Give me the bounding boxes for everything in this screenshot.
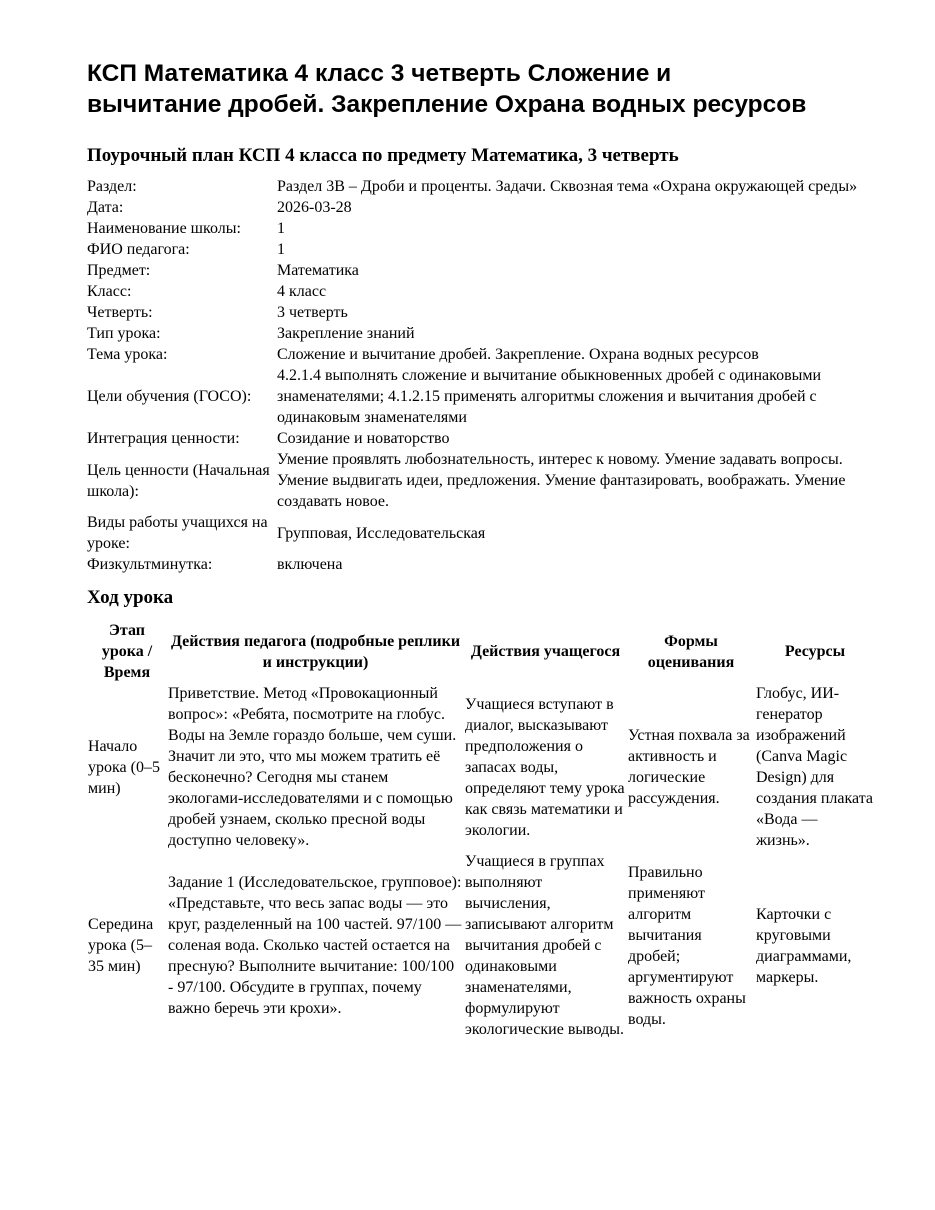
lesson-flow-table xyxy=(87,620,875,1040)
info-label: Раздел: xyxy=(87,178,137,195)
cell-student-actions: Учащиеся в группах выполняют вычисления, записывают алгоритм вычитания дробей с одинаковыми знаменателями, формулируют экологические выводы. xyxy=(465,853,624,1038)
info-value: Умение проявлять любознательность, интерес к новому. Умение задавать вопросы. Умение выдвигать идеи, предложения. Умение фантазировать, воображать. Умение создавать новое. xyxy=(277,451,846,510)
info-value: 2026-03-28 xyxy=(277,199,352,216)
cell-assessment: Устная похвала за активность и логические рассуждения. xyxy=(628,727,750,807)
column-header-stage: Этап урока / Время xyxy=(101,622,153,681)
info-label: Цель ценности (Начальная школа): xyxy=(87,461,270,500)
info-label: Тип урока: xyxy=(87,325,161,342)
info-label: Тема урока: xyxy=(87,346,168,363)
info-label: Дата: xyxy=(87,199,124,216)
info-row-grade xyxy=(87,281,887,302)
info-label: Физкультминутка: xyxy=(87,556,213,573)
info-row-topic xyxy=(87,344,887,365)
info-row-goals xyxy=(87,365,887,428)
column-header-teacher-actions: Действия педагога (подробные реплики и инструкции) xyxy=(170,632,461,671)
cell-resources: Карточки с круговыми диаграммами, маркеры. xyxy=(756,905,852,986)
document-page xyxy=(87,58,887,1040)
info-value: Закрепление знаний xyxy=(277,325,415,342)
info-value: 3 четверть xyxy=(277,304,348,321)
cell-stage: Середина урока (5–35 мин) xyxy=(88,916,154,975)
info-label: ФИО педагога: xyxy=(87,241,190,258)
cell-teacher-actions: Задание 1 (Исследовательское, групповое): «Представьте, что весь запас воды — это круг, разделенный на 100 частей. 97/100 — соленая вода. Сколько частей остается на пресную? Выполните вычитание: 100/100 - 97/100. Обсудите в группах, почему важно беречь эти крохи». xyxy=(168,874,462,1017)
info-row-work-types xyxy=(87,512,887,554)
info-value: Созидание и новаторство xyxy=(277,430,450,447)
cell-student-actions: Учащиеся вступают в диалог, высказывают предположения о запасах воды, определяют тему урока как связь математики и экологии. xyxy=(465,695,625,839)
info-row-section xyxy=(87,176,887,197)
info-value: 1 xyxy=(277,241,285,258)
lesson-info-table xyxy=(87,176,887,575)
info-value: Математика xyxy=(277,262,359,279)
info-row-teacher xyxy=(87,239,887,260)
info-row-date xyxy=(87,197,887,218)
cell-assessment: Правильно применяют алгоритм вычитания дробей; аргументируют важность охраны воды. xyxy=(628,863,746,1028)
info-label: Интеграция ценности: xyxy=(87,430,240,447)
plan-subtitle: Поурочный план КСП 4 класса по предмету Математика, 3 четверть xyxy=(87,145,679,166)
info-label: Класс: xyxy=(87,283,132,300)
cell-resources: Глобус, ИИ-генератор изображений (Canva Magic Design) для создания плаката «Вода — жизнь». xyxy=(756,685,874,849)
info-row-subject xyxy=(87,260,887,281)
info-value: Групповая, Исследовательская xyxy=(277,524,486,542)
info-row-quarter xyxy=(87,302,887,323)
info-label: Предмет: xyxy=(87,262,151,279)
column-header-assessment: Формы оценивания xyxy=(647,632,735,671)
info-label: Четверть: xyxy=(87,304,153,321)
cell-stage: Начало урока (0–5 мин) xyxy=(88,737,160,797)
info-row-school xyxy=(87,218,887,239)
info-row-value-integration xyxy=(87,428,887,449)
info-value: 1 xyxy=(277,220,285,237)
info-row-value-goal xyxy=(87,449,887,512)
table-row xyxy=(87,851,875,1040)
cell-teacher-actions: Приветствие. Метод «Провокационный вопрос»: «Ребята, посмотрите на глобус. Воды на Земле гораздо больше, чем суши. Значит ли это, что мы можем тратить её бесконечно? Сегодня мы станем экологами-исследователями и с помощью дробей узнаем, сколько пресной воды доступно человеку». xyxy=(168,685,457,849)
info-value: Сложение и вычитание дробей. Закрепление. Охрана водных ресурсов xyxy=(277,346,759,363)
info-label: Цели обучения (ГОСО): xyxy=(87,388,252,405)
info-value: включена xyxy=(277,556,343,573)
document-title: КСП Математика 4 класс 3 четверть Сложение и вычитание дробей. Закрепление Охрана водных ресурсов xyxy=(87,60,807,118)
column-header-resources: Ресурсы xyxy=(784,643,846,660)
lesson-flow-heading: Ход урока xyxy=(87,587,174,608)
info-row-physical-break xyxy=(87,554,887,575)
info-value: Раздел 3В – Дроби и проценты. Задачи. Сквозная тема «Охрана окружающей среды» xyxy=(277,178,858,195)
info-value: 4.2.1.4 выполнять сложение и вычитание обыкновенных дробей с одинаковыми знаменателями; 4.1.2.15 применять алгоритмы сложения и вычитания дробей с одинаковым знаменателями xyxy=(277,367,822,426)
info-label: Наименование школы: xyxy=(87,220,241,237)
info-row-lesson-type xyxy=(87,323,887,344)
table-row xyxy=(87,683,875,851)
column-header-student-actions: Действия учащегося xyxy=(470,643,621,660)
info-label: Виды работы учащихся на уроке: xyxy=(87,514,268,552)
table-header-row xyxy=(87,620,875,683)
info-value: 4 класс xyxy=(277,283,327,300)
